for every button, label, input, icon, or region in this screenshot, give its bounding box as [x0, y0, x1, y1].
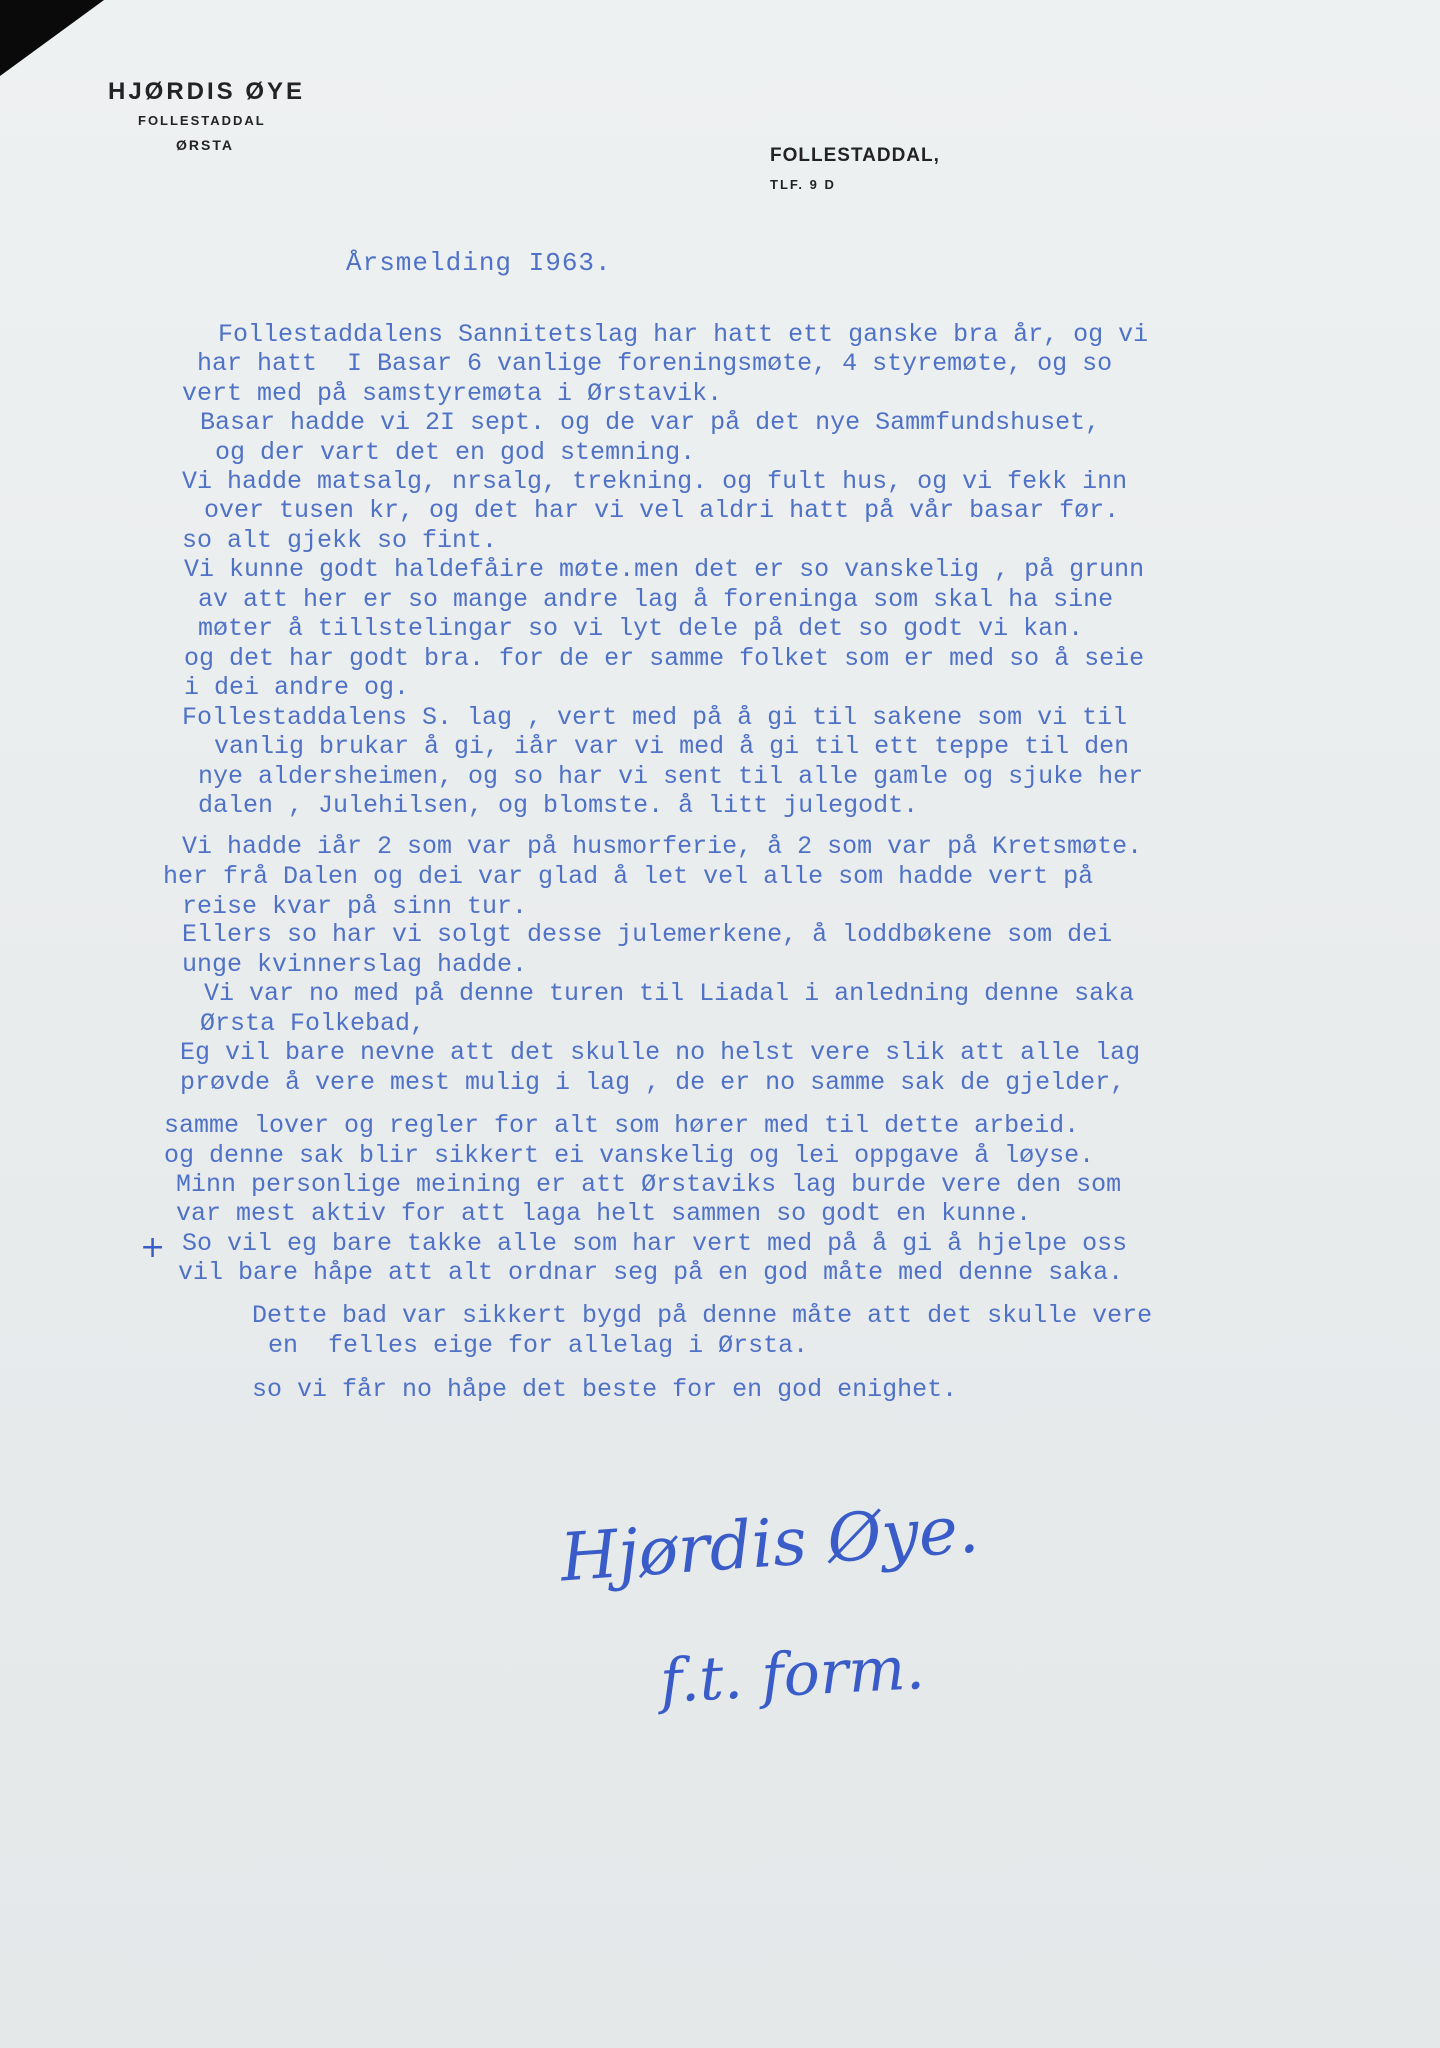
body-line: Follestaddalens S. lag , vert med på å gi til sakene som vi til	[182, 703, 1128, 732]
body-line: Vi hadde matsalg, nrsalg, trekning. og fult hus, og vi fekk inn	[182, 467, 1128, 496]
letterhead-town: ØRSTA	[176, 137, 234, 153]
handwritten-signature-role: f.t. form.	[658, 1633, 927, 1717]
body-line: dalen , Julehilsen, og blomste. å litt julegodt.	[198, 791, 919, 820]
body-line: nye aldersheimen, og so har vi sent til alle gamle og sjuke her	[198, 762, 1144, 791]
body-line: Vi hadde iår 2 som var på husmorferie, å 2 som var på Kretsmøte.	[182, 832, 1143, 861]
handwritten-signature-name: Hjørdis Øye.	[557, 1490, 982, 1597]
body-line: møter å tillstelingar so vi lyt dele på det so godt vi kan.	[198, 614, 1084, 643]
body-line: en felles eige for allelag i Ørsta.	[268, 1331, 809, 1360]
body-line: vil bare håpe att alt ordnar seg på en god måte med denne saka.	[178, 1258, 1124, 1287]
body-line: reise kvar på sinn tur.	[182, 892, 528, 921]
body-line: og der vart det en god stemning.	[215, 438, 696, 467]
body-line: og det har godt bra. for de er samme folket som er med so å seie	[184, 644, 1145, 673]
body-line: Eg vil bare nevne att det skulle no helst vere slik att alle lag	[180, 1038, 1141, 1067]
body-line: samme lover og regler for alt som hører med til dette arbeid.	[164, 1111, 1080, 1140]
body-line: vert med på samstyremøta i Ørstavik.	[182, 379, 723, 408]
body-line: Basar hadde vi 2I sept. og de var på det nye Sammfundshuset,	[200, 408, 1101, 437]
body-line: Follestaddalens Sannitetslag har hatt ett ganske bra år, og vi	[218, 320, 1149, 349]
body-line: i dei andre og.	[184, 673, 410, 702]
body-line: Ellers so har vi solgt desse julemerkene, å loddbøkene som dei	[182, 920, 1113, 949]
body-line: So vil eg bare takke alle som har vert med på å gi å hjelpe oss	[182, 1229, 1128, 1258]
body-line: Minn personlige meining er att Ørstaviks lag burde vere den som	[176, 1170, 1122, 1199]
letterhead-place: FOLLESTADDAL	[138, 113, 266, 128]
document-title: Årsmelding I963.	[346, 248, 612, 278]
body-line: so vi får no håpe det beste for en god enighet.	[252, 1375, 958, 1404]
body-line: Ørsta Folkebad,	[200, 1009, 426, 1038]
body-line: og denne sak blir sikkert ei vanskelig og lei oppgave å løyse.	[164, 1141, 1095, 1170]
letterhead-name: HJØRDIS ØYE	[108, 78, 306, 105]
letterhead-right-place: FOLLESTADDAL,	[770, 145, 940, 166]
letterhead-telephone: TLF. 9 D	[770, 177, 836, 192]
body-line: prøvde å vere mest mulig i lag , de er no samme sak de gjelder,	[180, 1068, 1126, 1097]
body-line: her frå Dalen og dei var glad å let vel alle som hadde vert på	[163, 862, 1094, 891]
folded-corner	[0, 0, 104, 76]
body-line: har hatt I Basar 6 vanlige foreningsmøte, 4 styremøte, og so	[197, 349, 1113, 378]
margin-insertion-mark: +	[140, 1230, 166, 1265]
body-line: vanlig brukar å gi, iår var vi med å gi til ett teppe til den	[214, 732, 1130, 761]
body-line: over tusen kr, og det har vi vel aldri hatt på vår basar før.	[204, 496, 1120, 525]
body-line: var mest aktiv for att laga helt sammen so godt en kunne.	[176, 1199, 1032, 1228]
body-line: av att her er so mange andre lag å foreninga som skal ha sine	[198, 585, 1114, 614]
body-line: Dette bad var sikkert bygd på denne måte att det skulle vere	[252, 1301, 1153, 1330]
body-line: Vi kunne godt haldefåire møte.men det er so vanskelig , på grunn	[184, 555, 1145, 584]
body-line: unge kvinnerslag hadde.	[182, 950, 528, 979]
body-line: Vi var no med på denne turen til Liadal i anledning denne saka	[204, 979, 1135, 1008]
body-line: so alt gjekk so fint.	[182, 526, 498, 555]
